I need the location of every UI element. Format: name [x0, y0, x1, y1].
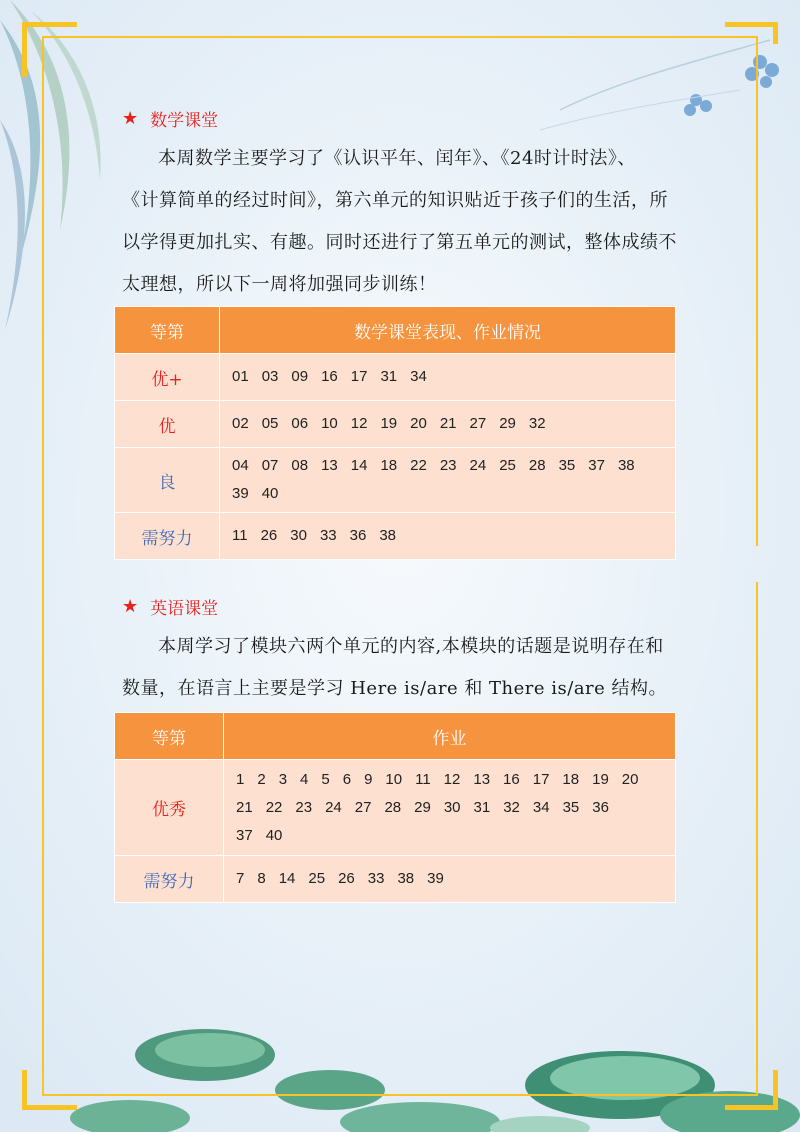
student-number: 37: [588, 457, 605, 474]
student-number: 38: [379, 527, 397, 544]
student-number: 17: [350, 368, 368, 385]
student-number: 23: [439, 457, 457, 474]
grade-level-cell: 需努力: [115, 513, 220, 560]
english-title-text: 英语课堂: [150, 599, 219, 619]
student-number: 36: [592, 798, 609, 816]
student-number: 21: [439, 415, 457, 432]
frame-corner-bottom-right-v: [773, 1070, 778, 1110]
frame-bottom-line: [42, 1094, 758, 1096]
student-number: 34: [410, 368, 427, 385]
student-number: 30: [443, 798, 461, 816]
frame-corner-top-right-h: [725, 22, 778, 27]
student-number: 33: [319, 527, 337, 544]
student-number: 40: [265, 826, 283, 844]
student-number: 6: [342, 770, 352, 788]
header-content: 作业: [224, 713, 676, 760]
frame-top-line: [42, 36, 758, 38]
student-number: 40: [261, 485, 279, 502]
frame-corner-top-left-h: [22, 22, 77, 27]
student-numbers-cell: [220, 513, 676, 560]
student-number: 35: [562, 798, 580, 816]
student-number: 35: [558, 457, 576, 474]
table-row: [115, 856, 676, 903]
student-number: 05: [261, 415, 279, 432]
student-number: 02: [232, 415, 249, 432]
english-grade-table: [114, 712, 676, 903]
student-number: 25: [499, 457, 516, 474]
paragraph-line: 本周学习了模块六两个单元的内容,本模块的话题是说明存在和: [158, 636, 664, 657]
number-line: [232, 363, 663, 391]
student-number: 9: [364, 770, 373, 788]
paragraph-line: 太理想，所以下一周将加强同步训练！: [122, 274, 437, 295]
english-section-title: [122, 594, 218, 619]
student-number: 13: [473, 770, 491, 788]
number-line: [232, 410, 663, 438]
frame-corner-top-left-v: [22, 22, 27, 77]
grade-level-cell: 优: [115, 401, 220, 448]
student-number: 20: [410, 415, 427, 432]
student-number: 38: [617, 457, 635, 474]
student-number: 37: [236, 826, 253, 844]
student-number: 10: [385, 770, 403, 788]
student-number: 39: [232, 485, 249, 502]
number-line: [236, 766, 663, 794]
student-number: 27: [469, 415, 487, 432]
grade-level-cell: 优+: [115, 354, 220, 401]
student-number: 13: [321, 457, 338, 474]
student-number: 31: [473, 798, 491, 816]
student-number: 03: [261, 368, 279, 385]
student-number: 24: [469, 457, 487, 474]
student-number: 10: [321, 415, 338, 432]
header-content: 数学课堂表现、作业情况: [220, 307, 676, 354]
math-paragraph: [122, 138, 682, 306]
student-number: 7: [236, 870, 245, 887]
student-number: 29: [499, 415, 516, 432]
student-number: 06: [291, 415, 309, 432]
student-number: 12: [443, 770, 461, 788]
student-number: 34: [532, 798, 550, 816]
student-number: 4: [300, 770, 309, 788]
student-number: 26: [338, 870, 355, 887]
frame-corner-bottom-left-v: [22, 1070, 27, 1110]
frame-corner-bottom-right-h: [725, 1105, 778, 1110]
number-line: [232, 480, 663, 508]
student-number: 14: [350, 457, 368, 474]
table-row: [115, 513, 676, 560]
table-row: [115, 760, 676, 856]
student-numbers-cell: [220, 448, 676, 513]
student-number: 5: [321, 770, 330, 788]
paragraph-line: 《计算简单的经过时间》，第六单元的知识贴近于孩子们的生活，所: [122, 190, 668, 211]
english-paragraph: [122, 626, 682, 710]
student-number: 33: [367, 870, 385, 887]
student-number: 09: [291, 368, 309, 385]
student-number: 25: [308, 870, 326, 887]
student-number: 29: [414, 798, 431, 816]
math-title-text: 数学课堂: [150, 111, 219, 131]
student-number: 32: [528, 415, 546, 432]
student-number: 22: [410, 457, 427, 474]
student-number: 18: [562, 770, 580, 788]
number-line: [236, 865, 663, 893]
student-number: 12: [350, 415, 368, 432]
number-line: [232, 522, 663, 550]
grade-level-cell: 优秀: [115, 760, 224, 856]
math-grade-table: [114, 306, 676, 560]
star-icon: ★: [122, 596, 139, 617]
table-row: [115, 354, 676, 401]
grade-level-cell: 需努力: [115, 856, 224, 903]
table-row: [115, 448, 676, 513]
student-number: 19: [592, 770, 609, 788]
math-section-title: [122, 106, 218, 131]
grade-level-cell: 良: [115, 448, 220, 513]
table-row: [115, 401, 676, 448]
student-number: 01: [232, 368, 249, 385]
frame-left-line: [42, 36, 44, 1096]
english-table-body: [115, 760, 676, 903]
student-number: 23: [295, 798, 313, 816]
math-table-body: [115, 354, 676, 560]
student-number: 36: [349, 527, 367, 544]
student-number: 18: [380, 457, 398, 474]
frame-right-line-lower: [756, 582, 758, 1096]
student-number: 30: [290, 527, 307, 544]
student-number: 16: [503, 770, 520, 788]
header-level: 等第: [115, 713, 224, 760]
number-line: [232, 452, 663, 480]
student-number: 1: [236, 770, 245, 788]
student-number: 26: [260, 527, 278, 544]
student-numbers-cell: [220, 354, 676, 401]
student-number: 32: [503, 798, 520, 816]
student-numbers-cell: [220, 401, 676, 448]
student-number: 39: [427, 870, 444, 887]
paragraph-line: 本周数学主要学习了《认识平年、闰年》、《24时计时法》、: [158, 148, 636, 169]
number-line: [236, 794, 663, 822]
student-number: 20: [621, 770, 639, 788]
paragraph-line: 以学得更加扎实、有趣。同时还进行了第五单元的测试，整体成绩不: [122, 232, 677, 253]
student-number: 28: [528, 457, 546, 474]
student-number: 11: [232, 527, 248, 544]
student-number: 21: [236, 798, 253, 816]
student-number: 22: [265, 798, 283, 816]
student-number: 11: [415, 770, 431, 788]
header-level: 等第: [115, 307, 220, 354]
student-number: 2: [257, 770, 266, 788]
student-number: 27: [354, 798, 372, 816]
student-number: 04: [232, 457, 249, 474]
student-number: 17: [532, 770, 550, 788]
student-number: 16: [321, 368, 338, 385]
star-icon: ★: [122, 108, 139, 129]
frame-right-line-upper: [756, 36, 758, 546]
student-numbers-cell: [224, 856, 676, 903]
student-number: 28: [384, 798, 402, 816]
number-line: [236, 822, 663, 850]
student-number: 38: [397, 870, 415, 887]
student-number: 19: [380, 415, 398, 432]
paragraph-line: 数量，在语言上主要是学习 Here is/are 和 There is/are 结构。: [122, 678, 668, 699]
frame-corner-top-right-v: [773, 22, 778, 44]
frame-corner-bottom-left-h: [22, 1105, 77, 1110]
student-number: 3: [278, 770, 288, 788]
student-number: 08: [291, 457, 309, 474]
student-number: 24: [325, 798, 342, 816]
student-number: 8: [257, 870, 266, 887]
student-number: 07: [261, 457, 279, 474]
student-number: 31: [380, 368, 398, 385]
student-numbers-cell: [224, 760, 676, 856]
student-number: 14: [278, 870, 296, 887]
